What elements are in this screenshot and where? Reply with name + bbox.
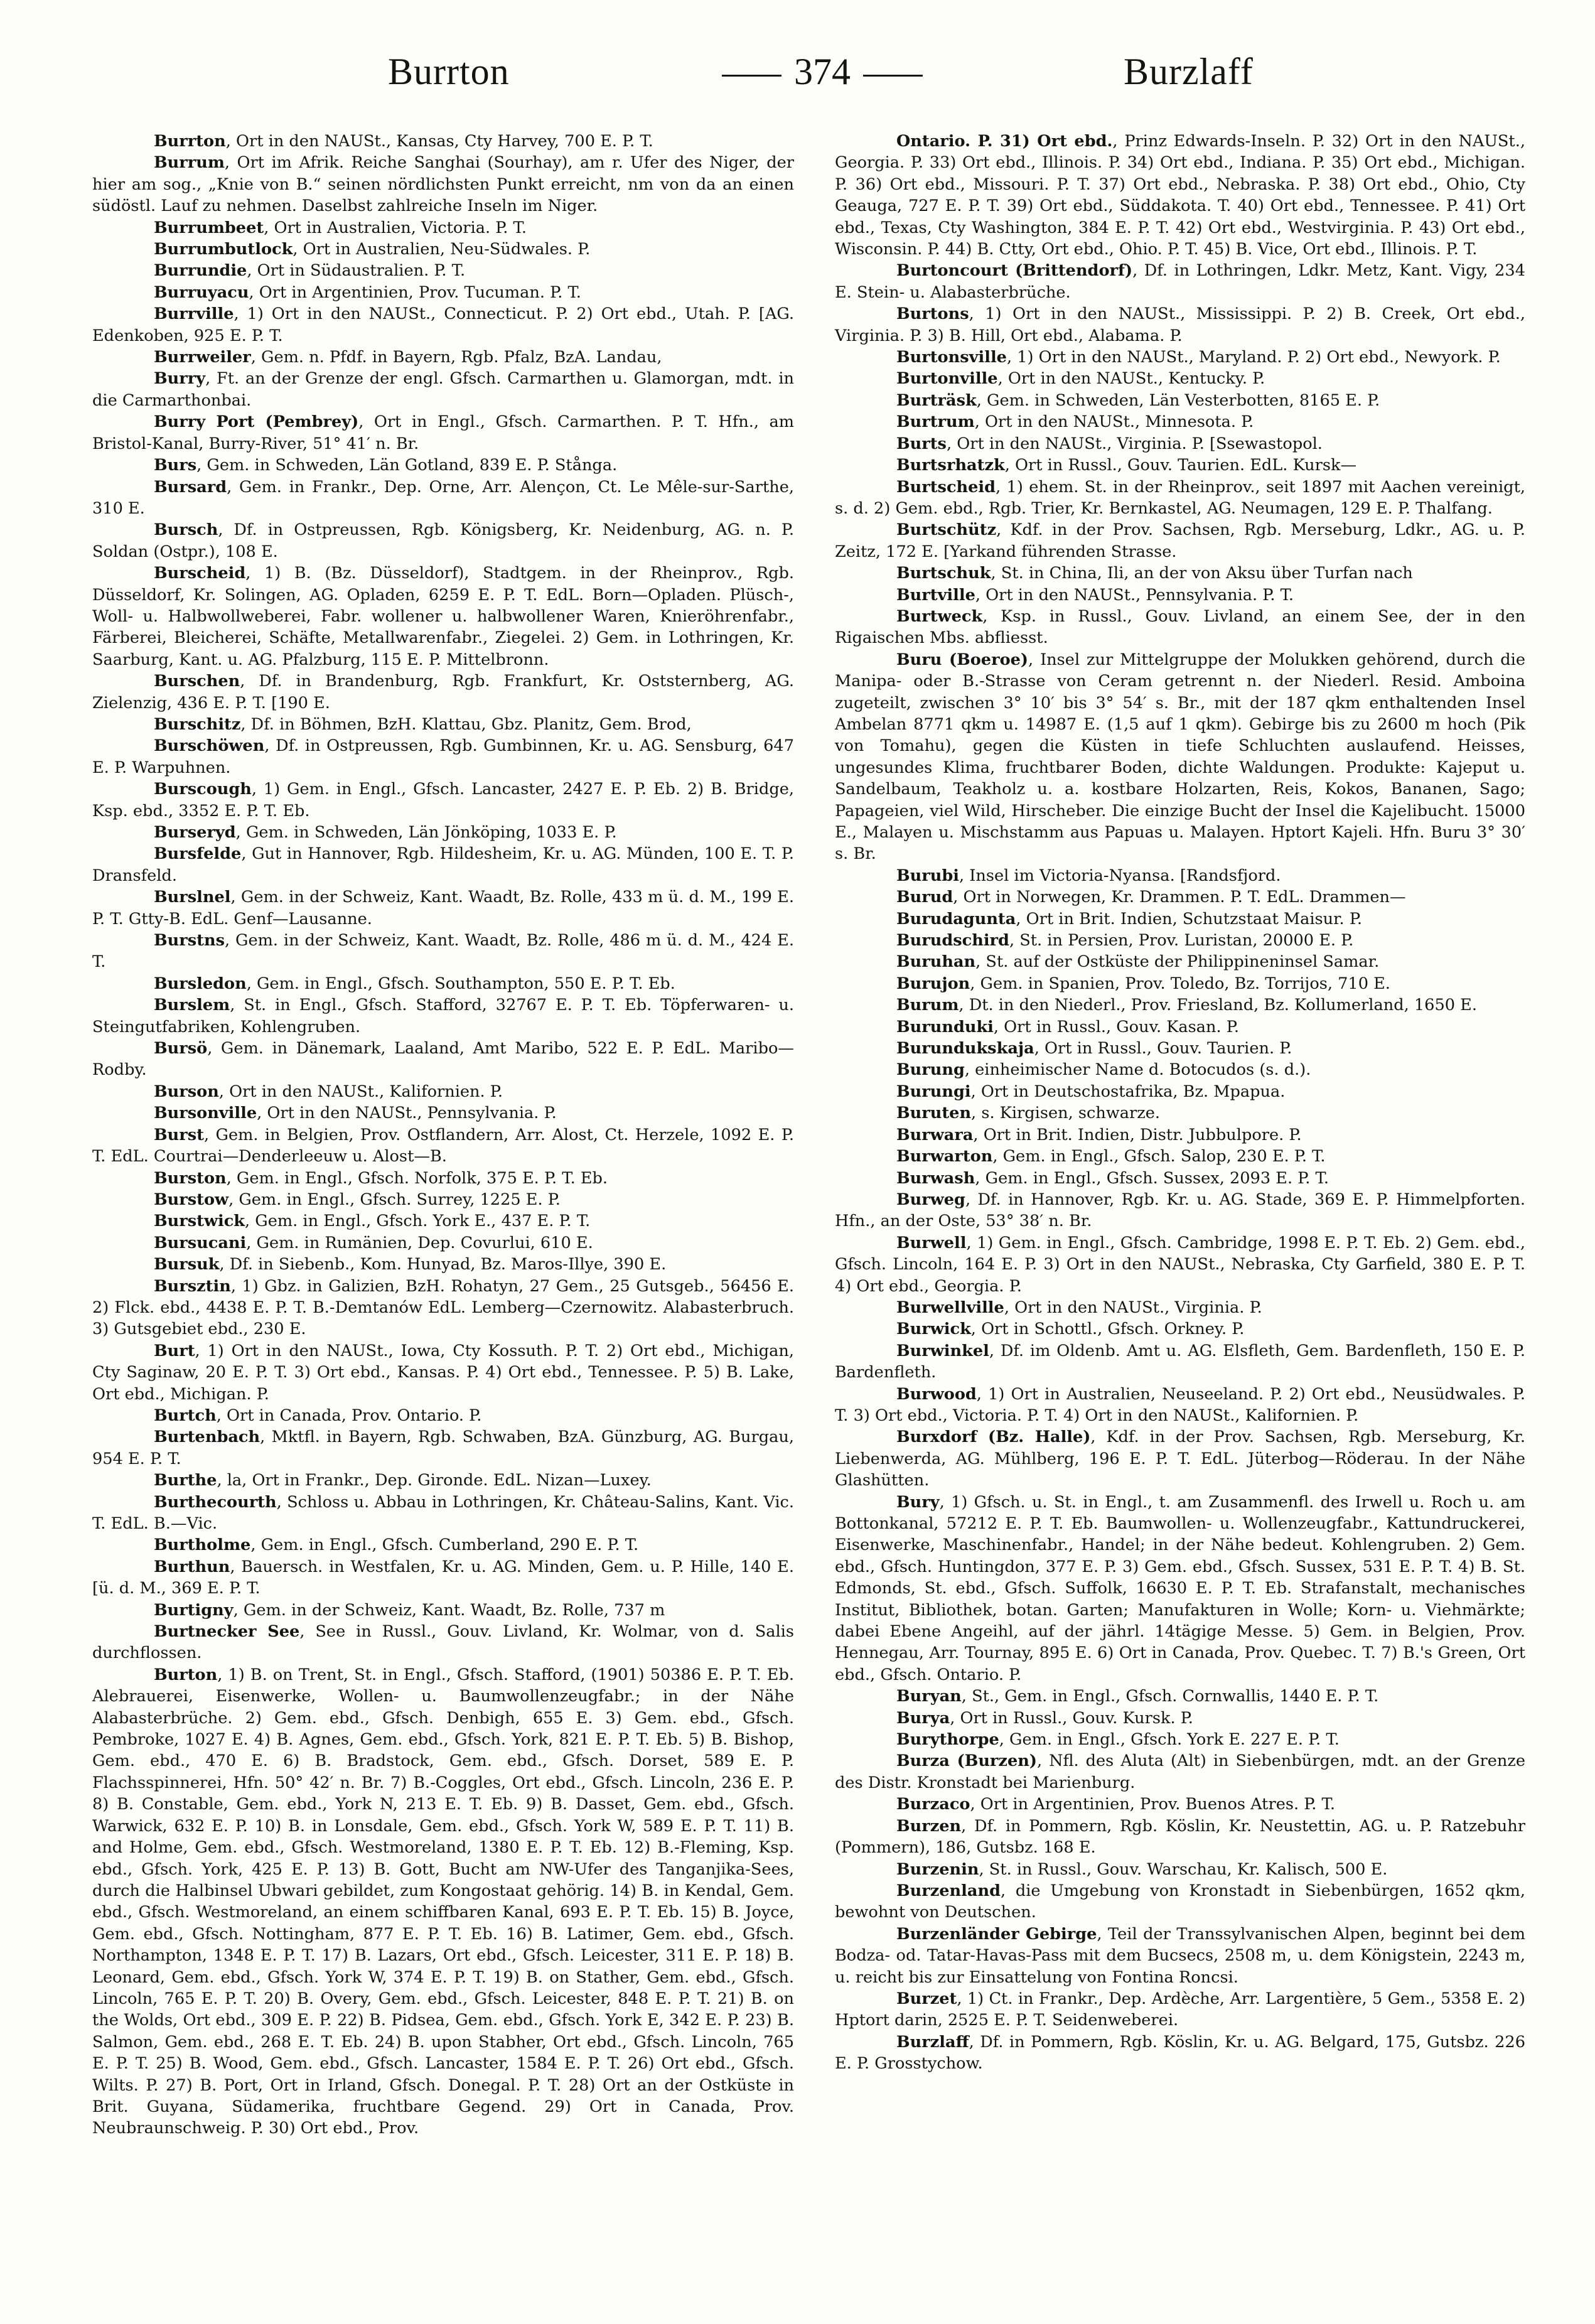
entry-headword: Burwellville <box>896 1298 1004 1317</box>
entry-headword: Burtschuk <box>896 564 991 583</box>
dictionary-entry: Burudagunta, Ort in Brit. Indien, Schutzstaat Maisur. P. <box>896 909 1362 928</box>
entry-headword: Burza (Burzen) <box>896 1751 1037 1771</box>
dictionary-entry: Burtscheid, 1) ehem. St. in der Rheinprov., seit 1897 mit Aachen vereinigt, s. d. 2) Gem. ebd., Rgb. Trier, Kr. Bernkastel, AG. Neumagen, 129 E. P. Thalfang. <box>835 477 1525 518</box>
dictionary-entry: Burtschuk, St. in China, Ili, an der von Aksu über Turfan nach <box>896 564 1413 583</box>
entry-headword: Bursch <box>154 520 218 540</box>
dictionary-entry: Burtonville, Ort in den NAUSt., Kentucky. P. <box>896 369 1265 389</box>
dictionary-entry: Ontario. P. 31) Ort ebd., Prinz Edwards-Inseln. P. 32) Ort in den NAUSt., Georgia. P. 33) Ort ebd., Illinois. P. 34) Ort ebd., Indiana. P. 35) Ort ebd., Michigan. P. 36) Ort ebd., Missouri. P. T. 37) Ort ebd., Nebraska. P. 38) Ort ebd., Ohio, Cty Geauga, 727 E. P. T. 39) Ort ebd., Süddakota. T. 40) Ort ebd., Tennessee. P. 41) Ort ebd., Texas, Cty Washington, 384 E. P. T. 42) Ort ebd., Westvirginia. P. 43) Ort ebd., Wisconsin. P. 44) B. Ctty, Ort ebd., Ohio. P. T. 45) B. Vice, Ort ebd., Illinois. P. T. <box>835 132 1525 259</box>
entry-headword: Buru (Boeroe) <box>896 650 1029 669</box>
entry-headword: Burzen <box>896 1816 962 1836</box>
dictionary-entry: Bursonville, Ort in den NAUSt., Pennsylvania. P. <box>154 1104 557 1123</box>
entry-headword: Burya <box>896 1708 950 1728</box>
dictionary-entry: Burtigny, Gem. in der Schweiz, Kant. Waadt, Bz. Rolle, 737 m <box>154 1600 665 1620</box>
entry-headword: Bursucani <box>154 1233 247 1252</box>
running-head-left: Burrton <box>388 51 510 92</box>
entry-headword: Burthecourth <box>154 1492 277 1512</box>
entry-headword: Burtonville <box>896 369 998 389</box>
dictionary-entry: Burschöwen, Df. in Ostpreussen, Rgb. Gumbinnen, Kr. u. AG. Sensburg, 647 E. P. Warpuhnen. <box>92 736 794 777</box>
entry-headword: Bursuk <box>154 1255 220 1274</box>
dictionary-entry: Burtweck, Ksp. in Russl., Gouv. Livland, an einem See, der in den Rigaischen Mbs. abfliesst. <box>835 606 1525 648</box>
entry-headword: Burrton <box>154 132 226 151</box>
dictionary-entry: Buruten, s. Kirgisen, schwarze. <box>896 1104 1160 1123</box>
entry-headword: Burwinkel <box>896 1341 989 1360</box>
dictionary-entry: Burrton, Ort in den NAUSt., Kansas, Cty Harvey, 700 E. P. T. <box>154 132 653 151</box>
dictionary-entry: Bursucani, Gem. in Rumänien, Dep. Covurlui, 610 E. <box>154 1233 593 1252</box>
entry-headword: Bursard <box>154 477 227 497</box>
entry-headword: Burs <box>154 456 197 475</box>
entry-headword: Burrweiler <box>154 348 251 367</box>
entry-headword: Burudagunta <box>896 909 1016 928</box>
entry-headword: Burscough <box>154 780 252 799</box>
dictionary-entry: Burythorpe, Gem. in Engl., Gfsch. York E. 227 E. P. T. <box>896 1730 1340 1750</box>
dictionary-entry: Burrundie, Ort in Südaustralien. P. T. <box>154 261 466 281</box>
entry-headword: Burujon <box>896 974 970 993</box>
dictionary-entry: Burston, Gem. in Engl., Gfsch. Norfolk, 375 E. P. T. Eb. <box>154 1168 608 1188</box>
dictionary-entry: Bursfelde, Gut in Hannover, Rgb. Hildesheim, Kr. u. AG. Münden, 100 E. T. P. Dransfeld. <box>92 844 794 885</box>
dictionary-entry: Burwinkel, Df. im Oldenb. Amt u. AG. Elsfleth, Gem. Bardenfleth, 150 E. P. Bardenfleth. <box>835 1341 1525 1382</box>
dictionary-entry: Bury, 1) Gfsch. u. St. in Engl., t. am Zusammenfl. des Irwell u. Roch u. am Bottonkanal, 57212 E. P. T. Eb. Baumwollen- u. Wollenzeugfabr., Kattundruckerei, Eisenwerke, Maschinenfabr., Handel; in der Nähe bedeut. Kohlengruben. 2) Gem. ebd., Gfsch. Huntingdon, 377 E. P. 3) Gem. ebd., Gfsch. Sussex, 531 E. P. T. 4) B. St. Edmonds, St. ebd., Gfsch. Suffolk, 16630 E. P. T. Eb. Strafanstalt, mechanisches Institut, Bibliothek, botan. Garten; Manufakturen in Wolle; Korn- u. Viehmärkte; dabei Ebene Angeihl, auf der jährl. 14tägige Messe. 5) Gem. in Belgien, Prov. Hennegau, Arr. Tournay, 895 E. 6) Ort in Canada, Prov. Quebec. T. 7) B.'s Green, Ort ebd., Gfsch. Ontario. P. <box>835 1492 1525 1684</box>
entry-headword: Burrumbeet <box>154 218 264 237</box>
dictionary-entry: Burzaco, Ort in Argentinien, Prov. Buenos Atres. P. T. <box>896 1795 1335 1814</box>
dictionary-entry: Burwick, Ort in Schottl., Gfsch. Orkney. P. <box>896 1320 1245 1339</box>
entry-headword: Burwarton <box>896 1147 993 1166</box>
entry-headword: Burruyacu <box>154 282 249 302</box>
entry-headword: Burunduki <box>896 1017 994 1036</box>
entry-headword: Burrumbutlock <box>154 240 293 259</box>
entry-headword: Burythorpe <box>896 1730 999 1750</box>
dictionary-entry: Bursö, Gem. in Dänemark, Laaland, Amt Maribo, 522 E. P. EdL. Maribo—Rodby. <box>92 1039 794 1080</box>
dictionary-entry: Burzenin, St. in Russl., Gouv. Warschau, Kr. Kalisch, 500 E. <box>896 1859 1388 1879</box>
entry-headword: Bursztin <box>154 1276 231 1296</box>
entry-headword: Buruhan <box>896 952 976 972</box>
entry-headword: Burslem <box>154 996 230 1015</box>
dictionary-entry: Burtschütz, Kdf. in der Prov. Sachsen, Rgb. Merseburg, Ldkr., AG. u. P. Zeitz, 172 E. [Yarkand führenden Strasse. <box>835 520 1525 561</box>
dictionary-entry: Burstns, Gem. in der Schweiz, Kant. Waadt, Bz. Rolle, 486 m ü. d. M., 424 E. T. <box>92 931 794 972</box>
entry-headword: Burzenländer Gebirge <box>896 1924 1097 1944</box>
dictionary-entry: Burtrum, Ort in den NAUSt., Minnesota. P. <box>896 412 1254 432</box>
dictionary-entry: Burstow, Gem. in Engl., Gfsch. Surrey, 1225 E. P. <box>154 1190 561 1209</box>
entry-headword: Burstow <box>154 1190 229 1209</box>
entry-headword: Burum <box>896 996 959 1015</box>
entry-headword: Burwara <box>896 1125 974 1144</box>
dictionary-entry: Burwood, 1) Ort in Australien, Neuseeland. P. 2) Ort ebd., Neusüdwales. P. T. 3) Ort ebd., Victoria. P. T. 4) Ort in den NAUSt., Kalifornien. P. <box>835 1384 1525 1425</box>
header-rule-right <box>863 75 923 77</box>
dictionary-entry: Burwara, Ort in Brit. Indien, Distr. Jubbulpore. P. <box>896 1125 1302 1144</box>
dictionary-entry: Burzen, Df. in Pommern, Rgb. Köslin, Kr. Neustettin, AG. u. P. Ratzebuhr (Pommern), 186, Gutsbz. 168 E. <box>835 1816 1525 1858</box>
entry-headword: Burzaco <box>896 1795 970 1814</box>
dictionary-entry: Burwash, Gem. in Engl., Gfsch. Sussex, 2093 E. P. T. <box>896 1168 1329 1188</box>
entry-headword: Burthun <box>154 1557 230 1576</box>
entry-headword: Burthe <box>154 1471 217 1490</box>
entry-headword: Bursonville <box>154 1104 257 1123</box>
entry-headword: Burry Port (Pembrey) <box>154 412 359 432</box>
entry-headword: Burston <box>154 1168 227 1188</box>
entry-headword: Burungi <box>896 1082 971 1101</box>
entry-headword: Burtholme <box>154 1536 251 1555</box>
entry-headword: Burschöwen <box>154 736 265 756</box>
entry-headword: Burstns <box>154 931 225 950</box>
entry-headword: Burubi <box>896 866 959 885</box>
entry-headword: Burtoncourt (Brittendorf) <box>896 261 1133 281</box>
dictionary-entry: Burseryd, Gem. in Schweden, Län Jönköping, 1033 E. P. <box>154 823 617 842</box>
dictionary-entry: Burthun, Bauersch. in Westfalen, Kr. u. AG. Minden, Gem. u. P. Hille, 140 E. [ü. d. M., 369 E. P. T. <box>92 1557 794 1598</box>
dictionary-entry: Bursuk, Df. in Siebenb., Kom. Hunyad, Bz. Maros-Illye, 390 E. <box>154 1255 667 1274</box>
dictionary-entry: Burrville, 1) Ort in den NAUSt., Connecticut. P. 2) Ort ebd., Utah. P. [AG. Edenkoben, 925 E. P. T. <box>92 304 794 345</box>
entry-headword: Burxdorf (Bz. Halle) <box>896 1428 1091 1447</box>
dictionary-entry: Burson, Ort in den NAUSt., Kalifornien. P. <box>154 1082 503 1101</box>
dictionary-entry: Burrweiler, Gem. n. Pfdf. in Bayern, Rgb. Pfalz, BzA. Landau, <box>154 348 662 367</box>
dictionary-entry: Burungi, Ort in Deutschostafrika, Bz. Mpapua. <box>896 1082 1286 1101</box>
dictionary-entry: Bursztin, 1) Gbz. in Galizien, BzH. Rohatyn, 27 Gem., 25 Gutsgeb., 56456 E. 2) Flck. ebd., 4438 E. P. T. B.-Demtanów EdL. Lemberg—Czernowitz. Alabasterbruch. 3) Gutsgebiet ebd., 230 E. <box>92 1276 794 1339</box>
dictionary-entry: Burundukskaja, Ort in Russl., Gouv. Taurien. P. <box>896 1039 1292 1058</box>
dictionary-entry: Burtnecker See, See in Russl., Gouv. Livland, Kr. Wolmar, von d. Salis durchflossen. <box>92 1622 795 1663</box>
page-header <box>0 50 1595 107</box>
entry-headword: Burtigny <box>154 1600 234 1620</box>
dictionary-entry: Buruhan, St. auf der Ostküste der Philippineninsel Samar. <box>896 952 1380 972</box>
entry-headword: Burtweck <box>896 606 983 626</box>
dictionary-entry: Burträsk, Gem. in Schweden, Län Vesterbotten, 8165 E. P. <box>896 390 1380 410</box>
entry-headword: Ontario. P. 31) Ort ebd. <box>896 132 1113 151</box>
left-column <box>92 131 794 2139</box>
dictionary-entry: Burschen, Df. in Brandenburg, Rgb. Frankfurt, Kr. Oststernberg, AG. Zielenzig, 436 E. P. T. [190 E. <box>92 672 794 713</box>
entry-headword: Bury <box>896 1492 940 1512</box>
dictionary-entry: Burya, Ort in Russl., Gouv. Kursk. P. <box>896 1708 1193 1728</box>
dictionary-entry: Burwellville, Ort in den NAUSt., Virginia. P. <box>896 1298 1262 1317</box>
entry-headword: Burtrum <box>896 412 975 432</box>
dictionary-entry: Burs, Gem. in Schweden, Län Gotland, 839 E. P. Stånga. <box>154 456 618 475</box>
entry-headword: Burtch <box>154 1406 217 1425</box>
dictionary-entry: Burweg, Df. in Hannover, Rgb. Kr. u. AG. Stade, 369 E. P. Himmelpforten. Hfn., an der Oste, 53° 38′ n. Br. <box>835 1190 1525 1231</box>
entry-headword: Burson <box>154 1082 219 1101</box>
entry-headword: Burtnecker See <box>154 1622 300 1642</box>
entry-headword: Burt <box>154 1341 195 1360</box>
entry-headword: Burzenland <box>896 1881 1001 1900</box>
dictionary-entry: Burton, 1) B. on Trent, St. in Engl., Gfsch. Stafford, (1901) 50386 E. P. T. Eb. Alebrauerei, Eisenwerke, Wollen- u. Baumwollenzeugfabr.; in der Nähe Alabasterbrüche. 2) Gem. ebd., Gfsch. Denbigh, 655 E. 3) Gem. ebd., Gfsch. Pembroke, 1027 E. 4) B. Agnes, Gem. ebd., Gfsch. York, 821 E. P. T. Eb. 5) B. Bishop, Gem. ebd., 470 E. 6) B. Bradstock, Gem. ebd., Gfsch. Dorset, 589 E. P. Flachsspinnerei, Hfn. 50° 42′ n. Br. 7) B.-Coggles, Ort ebd., Gfsch. Lincoln, 236 E. P. 8) B. Constable, Gem. ebd., York N, 213 E. T. Eb. 9) B. Dasset, Gem. ebd., Gfsch. Warwick, 632 E. P. 10) B. in Lonsdale, Gem. ebd., Gfsch. York W, 589 E. P. T. 11) B. and Holme, Gem. ebd., Gfsch. Westmoreland, 1380 E. P. T. Eb. 12) B.-Fleming, Ksp. ebd., Gfsch. York, 425 E. P. 13) B. Gott, Bucht am NW-Ufer des Tanganjika-Sees, durch die Halbinsel Ubwari gebildet, zum Kongostaat gehörig. 14) B. in Kendal, Gem. ebd., Gfsch. Westmoreland, an einem schiffbaren Kanal, 693 E. P. T. Eb. 15) B. Joyce, Gem. ebd., Gfsch. Nottingham, 877 E. P. T. Eb. 16) B. Latimer, Gem. ebd., Gfsch. Northampton, 1348 E. P. T. 17) B. Lazars, Ort ebd., Gfsch. Leicester, 311 E. P. 18) B. Leonard, Gem. ebd., Gfsch. York W, 374 E. P. T. 19) B. on Stather, Gem. ebd., Gfsch. Lincoln, 765 E. P. T. 20) B. Overy, Gem. ebd., Gfsch. Leicester, 848 E. P. T. 21) B. on the Wolds, Ort ebd., 309 E. P. 22) B. Pidsea, Gem. ebd., Gfsch. York E, 342 E. P. 23) B. Salmon, Gem. ebd., 268 E. T. Eb. 24) B. upon Stabher, Ort ebd., Gfsch. Lincoln, 765 E. P. T. 25) B. Wood, Gem. ebd., Gfsch. Lancaster, 1584 E. P. T. 26) Ort ebd., Gfsch. Wilts. P. 27) B. Port, Ort in Irland, Gfsch. Donegal. P. T. 28) Ort an der Ostküste in Brit. Guyana, Südamerika, fruchtbare Gegend. 29) Ort in Canada, Prov. Neubraunschweig. P. 30) Ort ebd., Prov. <box>92 1665 794 2138</box>
dictionary-entry: Burrum, Ort im Afrik. Reiche Sanghai (Sourhay), am r. Ufer des Niger, der hier am sog., „Knie von B.“ seinen nördlichsten Punkt erreicht, nm von da an einen südöstl. Lauf zu nehmen. Daselbst zahlreiche Inseln im Niger. <box>92 153 794 216</box>
entry-headword: Burscheid <box>154 564 246 583</box>
header-rule-left <box>722 75 781 77</box>
dictionary-entry: Burscough, 1) Gem. in Engl., Gfsch. Lancaster, 2427 E. P. Eb. 2) B. Bridge, Ksp. ebd., 3352 E. P. T. Eb. <box>92 780 794 820</box>
running-head-right: Burzlaff <box>1124 51 1254 92</box>
page-number-block <box>697 50 948 94</box>
dictionary-entry: Burzlaff, Df. in Pommern, Rgb. Köslin, Kr. u. AG. Belgard, 175, Gutsbz. 226 E. P. Grosstychow. <box>835 2032 1525 2074</box>
entry-headword: Burst <box>154 1125 204 1144</box>
entry-headword: Burry <box>154 369 206 389</box>
entry-headword: Buruten <box>896 1104 972 1123</box>
entry-headword: Burwood <box>896 1384 977 1404</box>
dictionary-entry: Burung, einheimischer Name d. Botocudos (s. d.). <box>896 1060 1311 1080</box>
dictionary-entry: Burrumbeet, Ort in Australien, Victoria. P. T. <box>154 218 527 237</box>
entry-headword: Burts <box>896 434 947 453</box>
entry-headword: Burtons <box>896 304 969 324</box>
dictionary-entry: Burxdorf (Bz. Halle), Kdf. in der Prov. Sachsen, Rgb. Merseburg, Kr. Liebenwerda, AG. Mühlberg, 196 E. P. T. EdL. Jüterbog—Röderau. In der Nähe Glashütten. <box>835 1428 1525 1490</box>
entry-headword: Burudschird <box>896 931 1009 950</box>
dictionary-entry: Burscheid, 1) B. (Bz. Düsseldorf), Stadtgem. in der Rheinprov., Rgb. Düsseldorf, Kr. Solingen, AG. Opladen, 6259 E. P. T. EdL. Born—Opladen. Plüsch-, Woll- u. Halbwollweberei, Fabr. wollener u. halbwollener Waren, Knieröhrenfabr., Färberei, Bleicherei, Schäfte, Metallwarenfabr., Ziegelei. 2) Gem. in Lothringen, Kr. Saarburg, Kant. u. AG. Pfalzburg, 115 E. P. Mittelbronn. <box>92 564 794 669</box>
dictionary-entry: Burts, Ort in den NAUSt., Virginia. P. [Ssewastopol. <box>896 434 1323 453</box>
dictionary-entry: Burudschird, St. in Persien, Prov. Luristan, 20000 E. P. <box>896 931 1354 950</box>
entry-headword: Burundukskaja <box>896 1039 1034 1058</box>
entry-headword: Burrundie <box>154 261 247 281</box>
entry-headword: Bursledon <box>154 974 247 993</box>
entry-headword: Burtscheid <box>896 477 996 497</box>
dictionary-entry: Burunduki, Ort in Russl., Gouv. Kasan. P. <box>896 1017 1239 1036</box>
entry-headword: Burstwick <box>154 1212 245 1231</box>
dictionary-entry: Burtoncourt (Brittendorf), Df. in Lothringen, Ldkr. Metz, Kant. Vigy, 234 E. Stein- u. Alabasterbrüche. <box>835 261 1525 302</box>
dictionary-entry: Burtsrhatzk, Ort in Russl., Gouv. Taurien. EdL. Kursk— <box>896 456 1357 475</box>
dictionary-entry: Burslem, St. in Engl., Gfsch. Stafford, 32767 E. P. T. Eb. Töpferwaren- u. Steingutfabriken, Kohlengruben. <box>92 996 794 1036</box>
dictionary-entry: Burry Port (Pembrey), Ort in Engl., Gfsch. Carmarthen. P. T. Hfn., am Bristol-Kanal, Burry-River, 51° 41′ n. Br. <box>92 412 794 453</box>
dictionary-entry: Burujon, Gem. in Spanien, Prov. Toledo, Bz. Torrijos, 710 E. <box>896 974 1390 993</box>
entry-headword: Burung <box>896 1060 965 1080</box>
entry-headword: Burträsk <box>896 390 977 410</box>
dictionary-entry: Burza (Burzen), Nfl. des Aluta (Alt) in Siebenbürgen, mdt. an der Grenze des Distr. Kronstadt bei Marienburg. <box>835 1751 1525 1792</box>
dictionary-entry: Burtch, Ort in Canada, Prov. Ontario. P. <box>154 1406 482 1425</box>
entry-headword: Burschen <box>154 672 240 691</box>
entry-headword: Burton <box>154 1665 218 1684</box>
dictionary-entry: Bursard, Gem. in Frankr., Dep. Orne, Arr. Alençon, Ct. Le Mêle-sur-Sarthe, 310 E. <box>92 477 794 518</box>
dictionary-entry: Burzet, 1) Ct. in Frankr., Dep. Ardèche, Arr. Largentière, 5 Gem., 5358 E. 2) Hptort darin, 2525 E. P. T. Seidenweberei. <box>835 1989 1525 2030</box>
entry-headword: Burrum <box>154 153 225 173</box>
entry-headword: Burwell <box>896 1233 967 1252</box>
entry-headword: Bursö <box>154 1039 208 1058</box>
page-number: 374 <box>794 51 851 92</box>
dictionary-entry: Burslnel, Gem. in der Schweiz, Kant. Waadt, Bz. Rolle, 433 m ü. d. M., 199 E. P. T. Gtty-B. EdL. Genf—Lausanne. <box>92 888 794 928</box>
dictionary-entry: Burruyacu, Ort in Argentinien, Prov. Tucuman. P. T. <box>154 282 581 302</box>
dictionary-entry: Burstwick, Gem. in Engl., Gfsch. York E., 437 E. P. T. <box>154 1212 591 1231</box>
dictionary-entry: Burst, Gem. in Belgien, Prov. Ostflandern, Arr. Alost, Ct. Herzele, 1092 E. P. T. EdL. Courtrai—Denderleeuw u. Alost—B. <box>92 1125 794 1166</box>
dictionary-entry: Bursledon, Gem. in Engl., Gfsch. Southampton, 550 E. P. T. Eb. <box>154 974 675 993</box>
entry-headword: Bursfelde <box>154 844 242 864</box>
entry-headword: Burschitz <box>154 714 241 734</box>
dictionary-entry: Burschitz, Df. in Böhmen, BzH. Klattau, Gbz. Planitz, Gem. Brod, <box>154 714 692 734</box>
dictionary-entry: Burtholme, Gem. in Engl., Gfsch. Cumberland, 290 E. P. T. <box>154 1536 639 1555</box>
entry-headword: Burtville <box>896 585 975 605</box>
dictionary-entry: Burtville, Ort in den NAUSt., Pennsylvania. P. T. <box>896 585 1294 605</box>
dictionary-entry: Burtenbach, Mktfl. in Bayern, Rgb. Schwaben, BzA. Günzburg, AG. Burgau, 954 E. P. T. <box>92 1428 794 1468</box>
entry-headword: Burtschütz <box>896 520 997 540</box>
dictionary-entry: Burzenland, die Umgebung von Kronstadt in Siebenbürgen, 1652 qkm, bewohnt von Deutschen. <box>835 1881 1525 1922</box>
entry-headword: Burwick <box>896 1320 971 1339</box>
right-column <box>835 131 1525 2075</box>
dictionary-entry: Burwell, 1) Gem. in Engl., Gfsch. Cambridge, 1998 E. P. T. Eb. 2) Gem. ebd., Gfsch. Lincoln, 164 E. P. 3) Ort in den NAUSt., Nebraska, Cty Garfield, 380 E. P. T. 4) Ort ebd., Georgia. P. <box>835 1233 1525 1296</box>
dictionary-entry: Burwarton, Gem. in Engl., Gfsch. Salop, 230 E. P. T. <box>896 1147 1326 1166</box>
entry-headword: Burweg <box>896 1190 965 1209</box>
dictionary-entry: Burud, Ort in Norwegen, Kr. Drammen. P. T. EdL. Drammen— <box>896 888 1406 907</box>
dictionary-entry: Buru (Boeroe), Insel zur Mittelgruppe der Molukken gehörend, durch die Manipa- oder B.-Strasse von Ceram getrennt n. der Niederl. Resid. Amboina zugeteilt, zwischen 3° 10′ bis 3° 54′ s. Br., mit der 187 qkm enthaltenden Insel Ambelan 8771 qkm u. 14987 E. (1,5 auf 1 qkm). Gebirge bis zu 2600 m hoch (Pik von Tomahu), gegen die Küsten in tiefe Schluchten auslaufend. Heisses, ungesundes Klima, fruchtbarer Boden, dichte Waldungen. Produkte: Kajeput u. Sandelbaum, Teakholz u. a. kostbare Holzarten, Reis, Kokos, Bananen, Sago; Papageien, viel Wild, Hirscheber. Die einzige Bucht der Insel die Kajelibucht. 15000 E., Malayen u. Mischstamm aus Papuas u. Malayen. Hptort Kajeli. Hfn. Buru 3° 30′ s. Br. <box>835 650 1525 864</box>
dictionary-entry: Burthe, la, Ort in Frankr., Dep. Gironde. EdL. Nizan—Luxey. <box>154 1471 652 1490</box>
dictionary-entry: Burry, Ft. an der Grenze der engl. Gfsch. Carmarthen u. Glamorgan, mdt. in die Carmarthonbai. <box>92 369 794 410</box>
dictionary-entry: Bursch, Df. in Ostpreussen, Rgb. Königsberg, Kr. Neidenburg, AG. n. P. Soldan (Ostpr.), 108 E. <box>92 520 794 561</box>
dictionary-entry: Buryan, St., Gem. in Engl., Gfsch. Cornwallis, 1440 E. P. T. <box>896 1687 1379 1706</box>
dictionary-entry: Burzenländer Gebirge, Teil der Transsylvanischen Alpen, beginnt bei dem Bodza- od. Tatar-Havas-Pass mit dem Bucsecs, 2508 m, u. dem Königstein, 2243 m, u. reicht bis zur Einsattelung von Fontina Roncsi. <box>835 1924 1525 1987</box>
dictionary-entry: Burthecourth, Schloss u. Abbau in Lothringen, Kr. Château-Salins, Kant. Vic. T. EdL. B.—Vic. <box>92 1492 794 1533</box>
dictionary-entry: Burum, Dt. in den Niederl., Prov. Friesland, Bz. Kollumerland, 1650 E. <box>896 996 1477 1015</box>
entry-headword: Burslnel <box>154 888 231 907</box>
entry-headword: Burzlaff <box>896 2032 969 2052</box>
dictionary-entry: Burt, 1) Ort in den NAUSt., Iowa, Cty Kossuth. P. T. 2) Ort ebd., Michigan, Cty Saginaw, 20 E. P. T. 3) Ort ebd., Kansas. P. 4) Ort ebd., Tennessee. P. 5) B. Lake, Ort ebd., Michigan. P. <box>92 1341 794 1404</box>
dictionary-entry: Burtons, 1) Ort in den NAUSt., Mississippi. P. 2) B. Creek, Ort ebd., Virginia. P. 3) B. Hill, Ort ebd., Alabama. P. <box>835 304 1525 345</box>
dictionary-entry: Burtonsville, 1) Ort in den NAUSt., Maryland. P. 2) Ort ebd., Newyork. P. <box>896 348 1501 367</box>
entry-headword: Burzet <box>896 1989 957 2008</box>
entry-headword: Burtsrhatzk <box>896 456 1005 475</box>
dictionary-entry: Burrumbutlock, Ort in Australien, Neu-Südwales. P. <box>154 240 591 259</box>
entry-headword: Buryan <box>896 1687 962 1706</box>
entry-headword: Burtenbach <box>154 1428 260 1447</box>
entry-headword: Burzenin <box>896 1859 979 1879</box>
entry-headword: Burwash <box>896 1168 975 1188</box>
entry-headword: Burtonsville <box>896 348 1007 367</box>
entry-headword: Burud <box>896 888 953 907</box>
entry-headword: Burseryd <box>154 823 236 842</box>
entry-headword: Burrville <box>154 304 234 324</box>
dictionary-entry: Burubi, Insel im Victoria-Nyansa. [Randsfjord. <box>896 866 1281 885</box>
